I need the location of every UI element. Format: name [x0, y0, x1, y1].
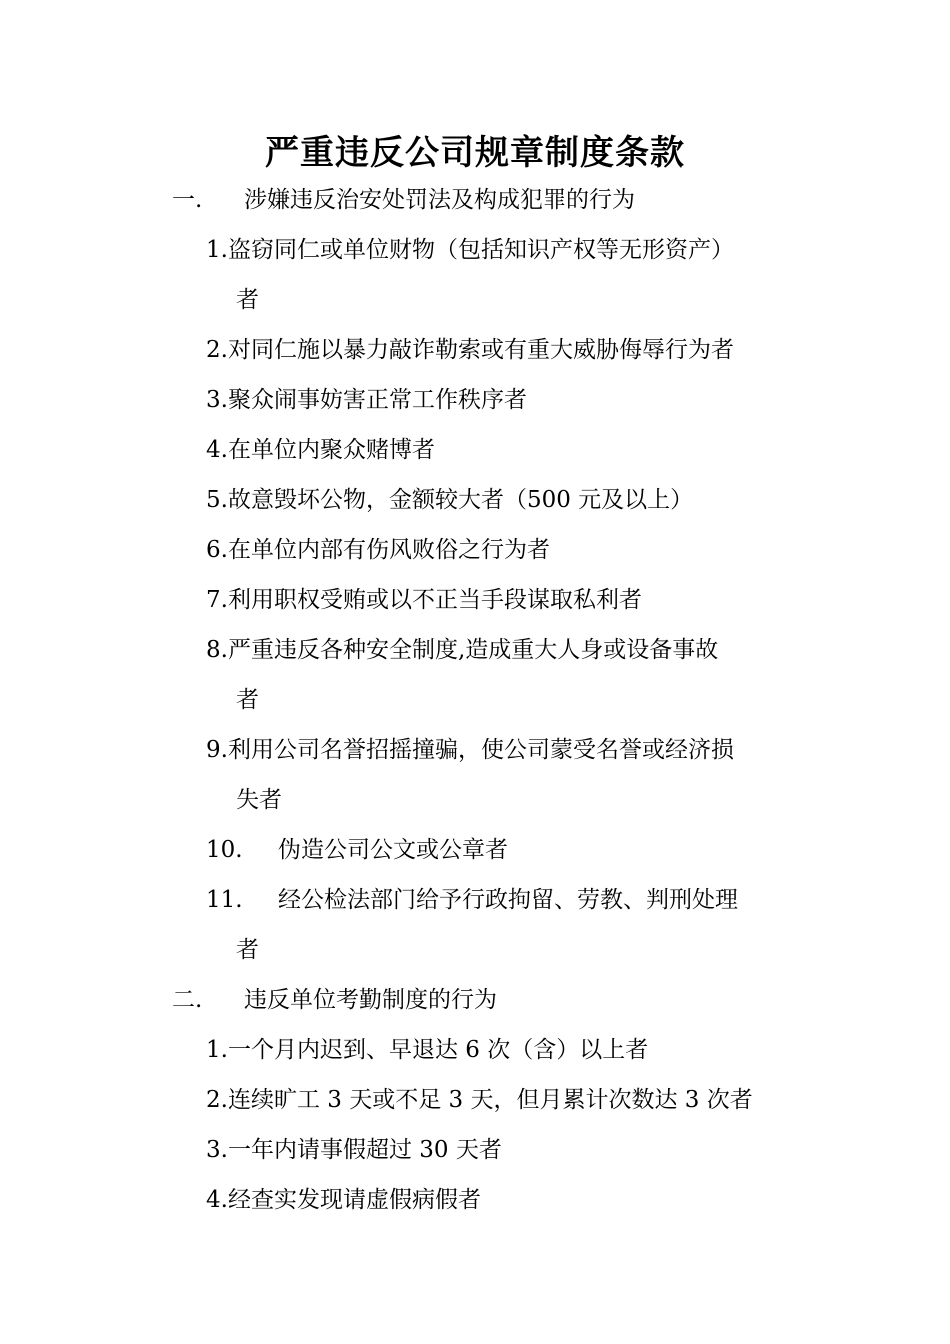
list-item — [206, 334, 734, 366]
item-text: 连续旷工 3 天或不足 3 天，但月累计次数达 3 次者 — [227, 1087, 753, 1113]
item-number: 10. — [206, 837, 243, 863]
list-item — [206, 1084, 753, 1116]
list-item — [206, 1034, 648, 1066]
item-text: 经查实发现请虚假病假者 — [227, 1187, 481, 1213]
item-number: 3. — [206, 387, 228, 413]
item-number: 2. — [206, 337, 228, 363]
list-item — [206, 834, 508, 866]
item-number: 4. — [206, 1187, 228, 1213]
item-text: 严重违反各种安全制度,造成重大人身或设备事故 — [227, 637, 719, 663]
item-text: 在单位内聚众赌博者 — [227, 437, 435, 463]
list-item — [206, 584, 642, 616]
list-item — [206, 734, 734, 766]
item-text: 利用公司名誉招摇撞骗，使公司蒙受名誉或经济损 — [227, 737, 734, 763]
list-item — [206, 384, 527, 416]
item-text: 盗窃同仁或单位财物（包括知识产权等无形资产） — [227, 237, 734, 263]
document-title: 严重违反公司规章制度条款 — [265, 133, 685, 173]
item-number: 11. — [206, 887, 243, 913]
item-number: 2. — [206, 1087, 228, 1113]
list-item — [206, 1134, 502, 1166]
list-item — [206, 434, 435, 466]
item-text: 经公检法部门给予行政拘留、劳教、判刑处理 — [278, 887, 738, 913]
item-number: 5. — [206, 487, 228, 513]
item-text: 故意毁坏公物，金额较大者（500 元及以上） — [227, 487, 694, 513]
item-number: 6. — [206, 537, 228, 563]
item-continuation: 失者 — [236, 787, 282, 813]
item-text: 在单位内部有伤风败俗之行为者 — [227, 537, 550, 563]
item-number: 1. — [206, 1037, 228, 1063]
item-continuation: 者 — [236, 687, 259, 713]
item-text: 聚众闹事妨害正常工作秩序者 — [227, 387, 527, 413]
item-text: 对同仁施以暴力敲诈勒索或有重大威胁侮辱行为者 — [227, 337, 734, 363]
section-heading — [172, 184, 635, 216]
item-number: 9. — [206, 737, 228, 763]
item-text: 一个月内迟到、早退达 6 次（含）以上者 — [227, 1037, 649, 1063]
item-number: 7. — [206, 587, 228, 613]
item-number: 4. — [206, 437, 228, 463]
item-continuation: 者 — [236, 937, 259, 963]
list-item — [206, 884, 738, 916]
section-title: 涉嫌违反治安处罚法及构成犯罪的行为 — [244, 187, 635, 213]
item-number: 3. — [206, 1137, 228, 1163]
item-text: 一年内请事假超过 30 天者 — [227, 1137, 502, 1163]
list-item — [206, 234, 734, 266]
item-number: 8. — [206, 637, 228, 663]
item-number: 1. — [206, 237, 228, 263]
section-number: 二. — [172, 987, 203, 1013]
item-text: 利用职权受贿或以不正当手段谋取私利者 — [227, 587, 642, 613]
list-item — [206, 534, 550, 566]
list-item — [206, 634, 718, 666]
section-heading — [172, 984, 497, 1016]
item-continuation: 者 — [236, 287, 259, 313]
section-number: 一. — [172, 187, 203, 213]
item-text: 伪造公司公文或公章者 — [278, 837, 508, 863]
list-item — [206, 1184, 481, 1216]
section-title: 违反单位考勤制度的行为 — [244, 987, 497, 1013]
list-item — [206, 484, 693, 516]
